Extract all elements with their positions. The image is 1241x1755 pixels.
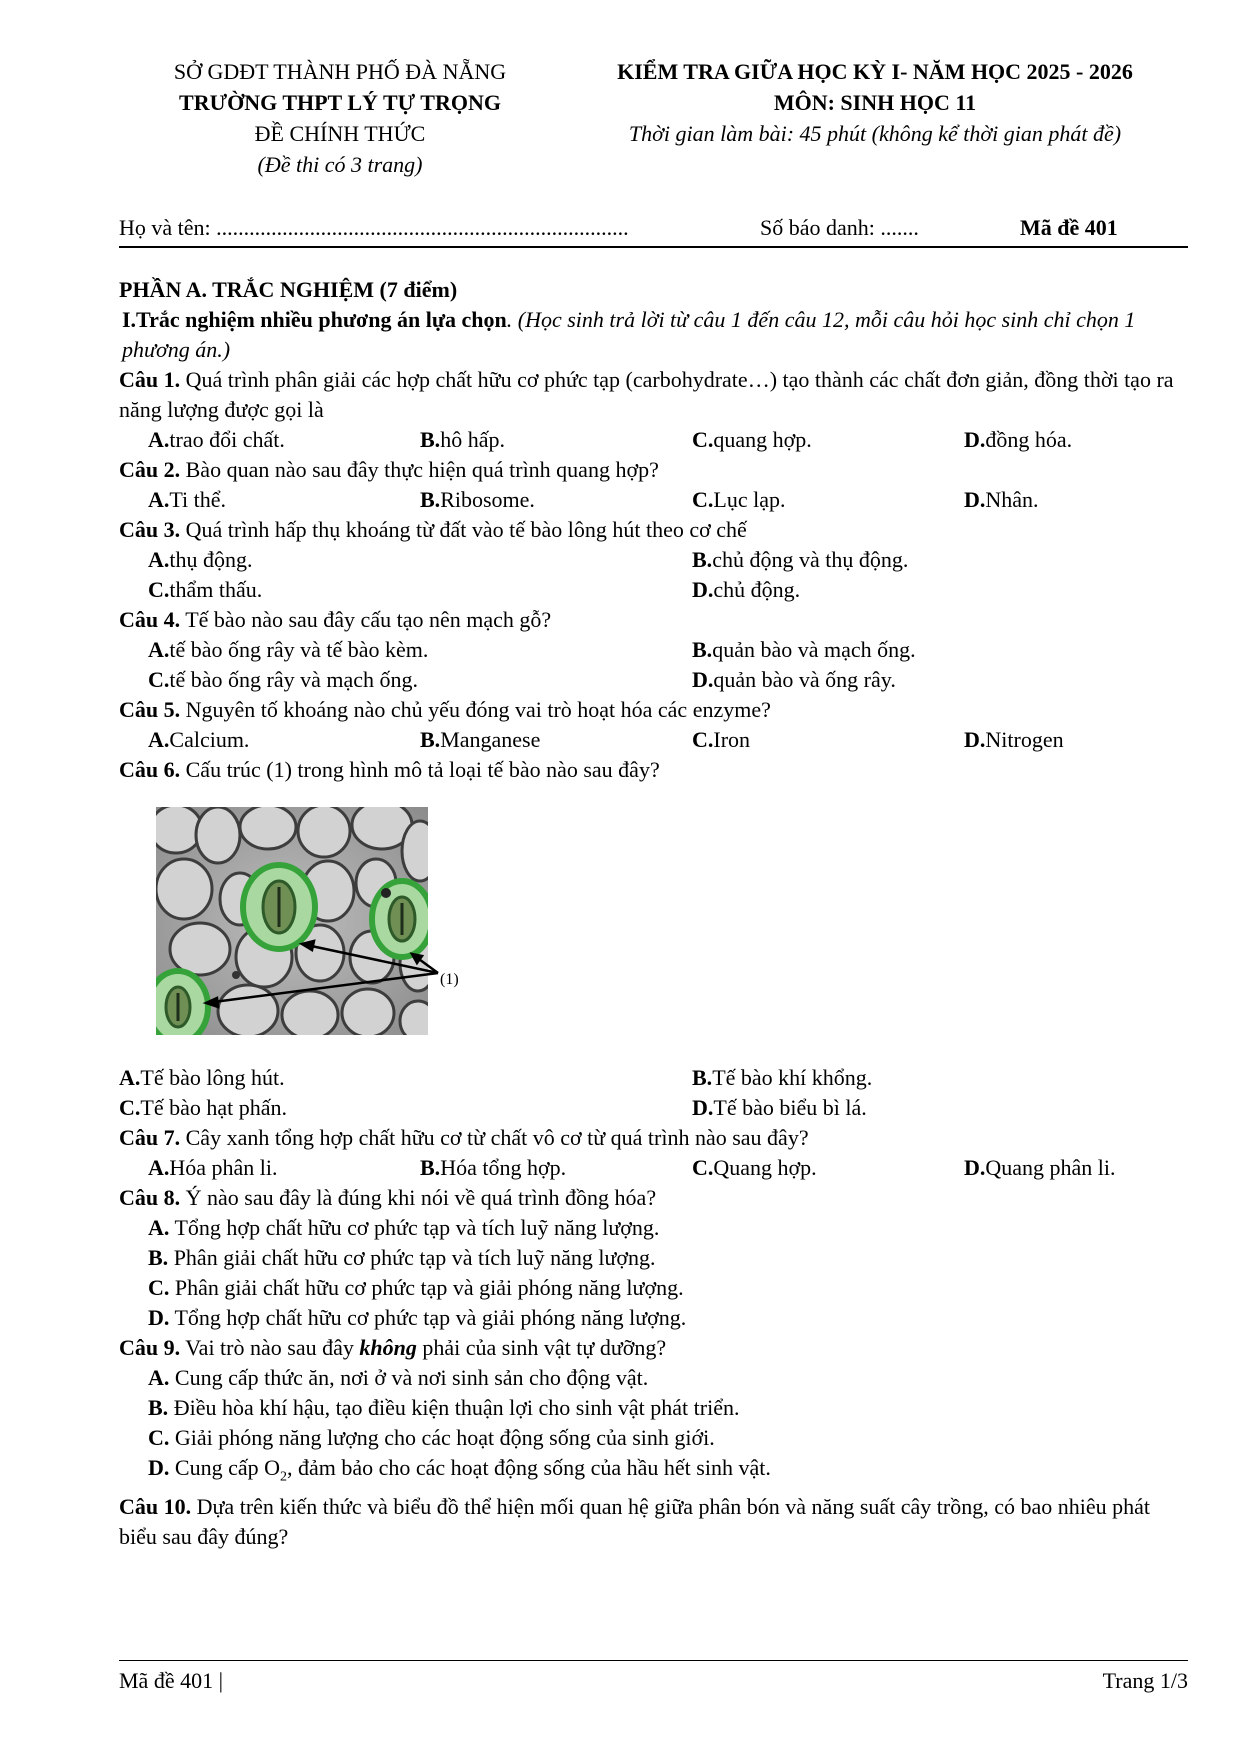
option-c[interactable]: C. Iron: [692, 727, 751, 752]
option-b[interactable]: B. Tế bào khí khổng.: [692, 1065, 873, 1090]
options-6-row2: [119, 1093, 1189, 1123]
footer-code: Mã đề 401 |: [119, 1668, 223, 1693]
question-text: Dựa trên kiến thức và biểu đồ thể hiện mối quan hệ giữa phân bón và năng suất cây trồng, có bao nhiêu phát biểu sau đây đúng?: [119, 1494, 1151, 1550]
option-a[interactable]: A. trao đổi chất.: [148, 427, 285, 452]
question-number: Câu 2.: [119, 457, 181, 482]
option-c[interactable]: C. thẩm thấu.: [148, 577, 263, 602]
question-text: Quá trình hấp thụ khoáng từ đất vào tế bào lông hút theo cơ chế: [180, 517, 747, 542]
question-2: [119, 455, 1189, 485]
exam-content: [119, 275, 1189, 1552]
stomata-micrograph: [156, 807, 496, 1055]
question-text: Nguyên tố khoáng nào chủ yếu đóng vai trò hoạt hóa các enzyme?: [180, 697, 771, 722]
option-b[interactable]: B. Hóa tổng hợp.: [420, 1155, 567, 1180]
option-b[interactable]: B. quản bào và mạch ống.: [692, 637, 916, 662]
option-a[interactable]: A. Ti thể.: [148, 487, 227, 512]
option-a[interactable]: A. Calcium.: [148, 727, 250, 752]
option-d[interactable]: D. Nhân.: [964, 487, 1039, 512]
student-info-row: [119, 215, 1179, 245]
option-c[interactable]: C. Lục lạp.: [692, 487, 786, 512]
question-text: Cấu trúc (1) trong hình mô tả loại tế bào nào sau đây?: [180, 757, 660, 782]
option-d[interactable]: D. Nitrogen: [964, 727, 1064, 752]
figure-label: (1): [440, 971, 459, 988]
option-c[interactable]: C. Phân giải chất hữu cơ phức tạp và giải phóng năng lượng.: [148, 1275, 684, 1300]
option-d[interactable]: D. đồng hóa.: [964, 427, 1073, 452]
question-8: [119, 1183, 1189, 1213]
question-number: Câu 5.: [119, 697, 181, 722]
option-d[interactable]: D. quản bào và ống rây.: [692, 667, 896, 692]
header-right: [555, 56, 1195, 149]
options-2: [119, 485, 1189, 515]
question-number: Câu 8.: [119, 1185, 181, 1210]
department-name: SỞ GDĐT THÀNH PHỐ ĐÀ NẴNG: [173, 59, 507, 84]
subtitle-bold: I.Trắc nghiệm nhiều phương án lựa chọn: [122, 307, 507, 332]
question-text: Ý nào sau đây là đúng khi nói về quá trình đồng hóa?: [180, 1185, 657, 1210]
subtitle-italic: . (Học sinh trả lời từ câu 1 đến câu 12, mỗi câu hỏi học sinh chỉ chọn 1 phương án.): [122, 307, 1136, 362]
question-number: Câu 10.: [119, 1494, 192, 1520]
options-7: [119, 1153, 1189, 1183]
options-6-row1: [119, 1063, 1189, 1093]
option-c[interactable]: C. Tế bào hạt phấn.: [119, 1095, 287, 1120]
footer-divider: [119, 1660, 1188, 1661]
option-a[interactable]: A. Hóa phân li.: [148, 1155, 278, 1180]
option-b[interactable]: B. Điều hòa khí hậu, tạo điều kiện thuận lợi cho sinh vật phát triển.: [148, 1395, 740, 1420]
question-number: Câu 4.: [119, 607, 181, 632]
question-number: Câu 7.: [119, 1125, 181, 1150]
option-b[interactable]: B. Phân giải chất hữu cơ phức tạp và tích luỹ năng lượng.: [148, 1245, 656, 1270]
official-label: ĐỀ CHÍNH THỨC: [254, 121, 426, 146]
question-6: [119, 755, 1189, 785]
time-note: Thời gian làm bài: 45 phút (không kể thời gian phát đề): [628, 121, 1122, 146]
section-subtitle: [119, 305, 1189, 365]
question-text: Cây xanh tổng hợp chất hữu cơ từ chất vô cơ từ quá trình nào sau đây?: [180, 1125, 809, 1150]
question-3: [119, 515, 1189, 545]
option-d[interactable]: D. Tế bào biểu bì lá.: [692, 1095, 867, 1120]
emphasis-not: không: [359, 1335, 417, 1360]
options-5: [119, 725, 1189, 755]
question-5: [119, 695, 1189, 725]
option-c[interactable]: C. quang hợp.: [692, 427, 812, 452]
option-d[interactable]: D. Cung cấp $O_2$, đảm bảo cho các hoạt động sống của hầu hết sinh vật.: [148, 1455, 771, 1485]
exam-code: Mã đề 401: [1020, 215, 1118, 240]
option-c[interactable]: C. Quang hợp.: [692, 1155, 817, 1180]
option-b[interactable]: B. Ribosome.: [420, 487, 535, 512]
options-3-row2: [119, 575, 1189, 605]
question-number: Câu 3.: [119, 517, 181, 542]
option-a[interactable]: A. Cung cấp thức ăn, nơi ở và nơi sinh sản cho động vật.: [148, 1365, 649, 1390]
option-b[interactable]: B. hô hấp.: [420, 427, 505, 452]
question-number: Câu 6.: [119, 757, 181, 782]
options-4-row2: [119, 665, 1189, 695]
question-4: [119, 605, 1189, 635]
exam-title: KIỂM TRA GIỮA HỌC KỲ I- NĂM HỌC 2025 - 2026: [617, 59, 1133, 84]
option-c[interactable]: C. Giải phóng năng lượng cho các hoạt động sống của sinh giới.: [148, 1425, 715, 1450]
name-field[interactable]: Họ và tên: ...........................................................................: [119, 215, 629, 240]
options-1: [119, 425, 1189, 455]
question-9: Câu 9. Vai trò nào sau đây không phải của sinh vật tự dưỡng?: [119, 1335, 667, 1360]
pages-note: (Đề thi có 3 trang): [257, 152, 423, 177]
info-divider: [119, 246, 1188, 248]
option-b[interactable]: B. chủ động và thụ động.: [692, 547, 909, 572]
option-c[interactable]: C. tế bào ống rây và mạch ống.: [148, 667, 419, 692]
subject: MÔN: SINH HỌC 11: [773, 90, 977, 115]
section-title: PHẦN A. TRẮC NGHIỆM (7 điểm): [119, 277, 458, 302]
option-a[interactable]: A. tế bào ống rây và tế bào kèm.: [148, 637, 429, 662]
question-text: Bào quan nào sau đây thực hiện quá trình quang hợp?: [180, 457, 659, 482]
question-text: Quá trình phân giải các hợp chất hữu cơ phức tạp (carbohydrate…) tạo thành các chất đơn giản, đồng thời tạo ra năng lượng được gọi là: [119, 367, 1174, 422]
question-1: [119, 365, 1189, 425]
options-3-row1: [119, 545, 1189, 575]
page-number: Trang 1/3: [1102, 1668, 1188, 1693]
question-text: Tế bào nào sau đây cấu tạo nên mạch gỗ?: [180, 607, 552, 632]
school-name: TRƯỜNG THPT LÝ TỰ TRỌNG: [179, 90, 501, 115]
option-a[interactable]: A. thụ động.: [148, 547, 253, 572]
question-number: Câu 9.: [119, 1335, 181, 1360]
option-a[interactable]: A. Tế bào lông hút.: [119, 1065, 285, 1090]
option-d[interactable]: D. Tổng hợp chất hữu cơ phức tạp và giải phóng năng lượng.: [148, 1305, 687, 1330]
pointer-arrows: [156, 807, 496, 1055]
question-7: [119, 1123, 1189, 1153]
option-b[interactable]: B. Manganese: [420, 727, 541, 752]
option-d[interactable]: D. chủ động.: [692, 577, 801, 602]
options-4-row1: [119, 635, 1189, 665]
question-number: Câu 1.: [119, 367, 181, 392]
student-id-field[interactable]: Số báo danh: .......: [760, 215, 919, 240]
option-d[interactable]: D. Quang phân li.: [964, 1155, 1116, 1180]
question-10: [119, 1492, 1189, 1552]
header-left: [120, 56, 560, 180]
option-a[interactable]: A. Tổng hợp chất hữu cơ phức tạp và tích luỹ năng lượng.: [148, 1215, 660, 1240]
